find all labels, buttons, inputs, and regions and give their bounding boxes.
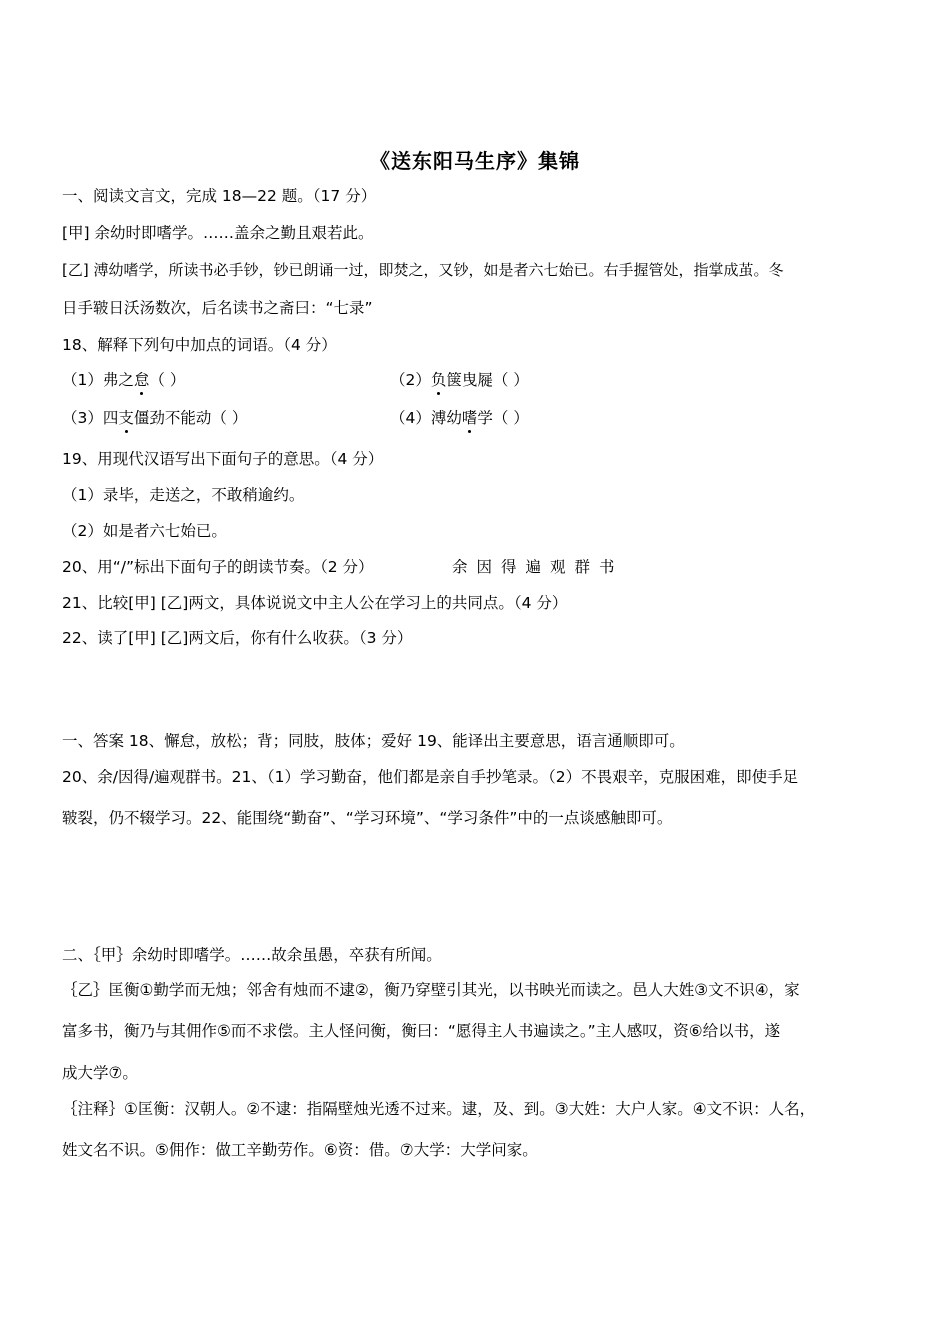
passage-yi-line2: 日手皲日沃汤数次，后名读书之斋曰：“七录” [62,299,373,317]
question-18: 18、解释下列句中加点的词语。（4 分） [62,336,337,354]
answers-line2: 20、余/因得/遍观群书。21、（1）学习勤奋，他们都是亲自手抄笔录。（2）不畏艰辛，克服困难，即使手足 [62,768,799,786]
question-18-item-3: （3）四支僵劲不能动（ ） [62,409,248,427]
question-18-item-2: （2）负箧曳屣（ ） [390,371,529,389]
question-19: 19、用现代汉语写出下面句子的意思。（4 分） [62,450,384,468]
section2-line3: 富多书，衡乃与其佣作⑤而不求偿。主人怪问衡，衡曰：“愿得主人书遍读之。”主人感叹，资⑥给以书，遂 [62,1022,781,1040]
question-20-sentence: 余因得遍观群书 [452,558,624,576]
answers-line1: 一、答案 18、懈怠，放松；背；同肢，肢体；爱好 19、能译出主要意思，语言通顺即可。 [62,732,685,750]
section2-line1: 二、｛甲｝余幼时即嗜学。……故余虽愚，卒获有所闻。 [62,946,442,964]
question-20: 20、用“/”标出下面句子的朗读节奏。（2 分） [62,558,374,576]
question-19-item-1: （1）录毕，走送之，不敢稍逾约。 [62,486,305,504]
section2-note1: ｛注释｝①匡衡：汉朝人。②不逮：指隔壁烛光透不过来。逮，及、到。③大姓：大户人家。④文不识：人名， [62,1100,816,1118]
passage-yi-line1: [乙] 溥幼嗜学，所读书必手钞，钞已朗诵一过，即焚之，又钞，如是者六七始已。右手握管处，指掌成茧。冬 [62,261,784,279]
question-19-item-2: （2）如是者六七始已。 [62,522,227,540]
question-22: 22、读了[甲] [乙]两文后，你有什么收获。（3 分） [62,629,413,647]
dotted-char: 负 [430,371,447,389]
section2-line2: ｛乙｝匡衡①勤学而无烛；邻舍有烛而不逮②，衡乃穿壁引其光，以书映光而读之。邑人大姓③文不识④，家 [62,981,800,999]
section2-note2: 姓文名不识。⑤佣作：做工辛勤劳作。⑥资：借。⑦大学：大学问家。 [62,1141,538,1159]
dotted-char: 怠 [133,371,150,389]
question-18-item-4: （4）溥幼嗜学（ ） [390,409,529,427]
question-18-item-1: （1）弗之怠（ ） [62,371,186,389]
question-21: 21、比较[甲] [乙]两文，具体说说文中主人公在学习上的共同点。（4 分） [62,594,568,612]
answers-line3: 皲裂，仍不辍学习。22、能围绕“勤奋”、“学习环境”、“学习条件”中的一点谈感触即可。 [62,809,673,827]
dotted-char: 嗜 [461,409,478,427]
passage-jia: [甲] 余幼时即嗜学。……盖余之勤且艰若此。 [62,224,374,242]
section1-heading: 一、阅读文言文，完成 18—22 题。（17 分） [62,187,377,205]
page-title: 《送东阳马生序》集锦 [370,149,580,173]
dotted-char: 支 [118,409,134,427]
section2-line4: 成大学⑦。 [62,1064,138,1082]
